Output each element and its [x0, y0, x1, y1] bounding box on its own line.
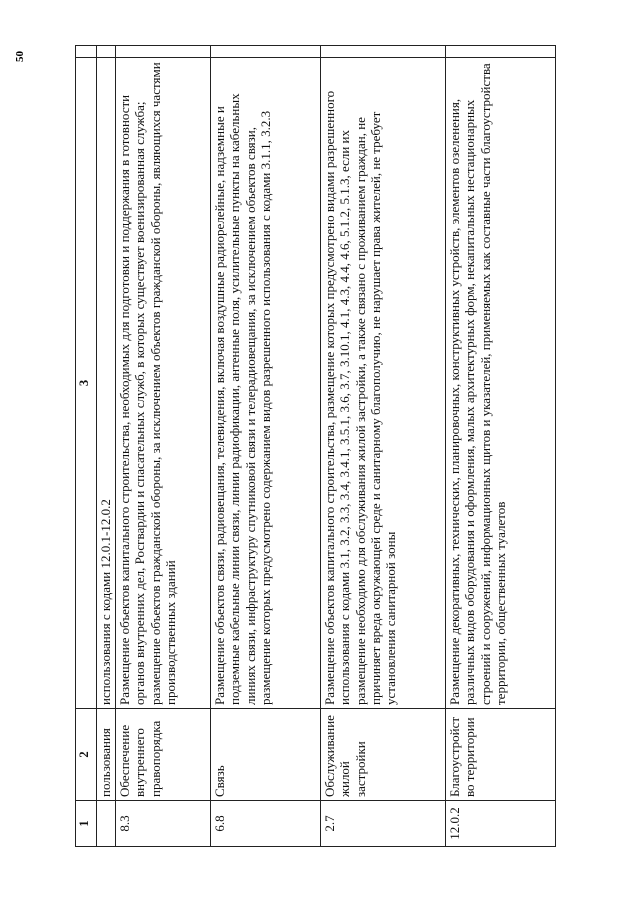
cell-description: Размещение объектов капитального строительства, размещение которых предусмотрено видами разрешенного использования с кодами 3.1, 3.2, 3.3, 3.4, 3.4.1, 3.5.1, 3.6, 3.7, 3.10.1, 4.1, 4.3, 4.4, 4.6, 5.1.2, 5.1.3, если их размещение необходимо для обслуживания жилой застройки, а также связано с проживанием граждан, не причиняет вреда окружающей среде и санитарному благополучию, не нарушает права жителей, не требует установления санитарной зоны	[321, 58, 446, 709]
cell-code: 8.3	[116, 801, 211, 847]
cell-code: 12.0.2	[446, 801, 556, 847]
header-col-3: 3	[76, 58, 97, 709]
table-row	[321, 46, 446, 847]
rotated-page-content	[75, 45, 564, 847]
header-col-1: 1	[76, 801, 97, 847]
cell-empty	[446, 46, 556, 58]
cell-empty	[211, 46, 321, 58]
page-number: 50	[14, 51, 26, 62]
cell-empty	[321, 46, 446, 58]
cell-description: Размещение декоративных, технических, планировочных, конструктивных устройств, элементов озеленения, различных видов оборудования и оформления, малых архитектурных форм, некапитальных нестационарных строений и сооружений, информационных щитов и указателей, применяемых как составные части благоустройства территории, общественных туалетов	[446, 58, 556, 709]
cell-empty	[97, 46, 116, 58]
cell-code: 6.8	[211, 801, 321, 847]
header-col-4	[76, 46, 97, 58]
table-header-row	[76, 46, 97, 847]
cell-code: 2.7	[321, 801, 446, 847]
cell-empty	[116, 46, 211, 58]
cell-code	[97, 801, 116, 847]
table-row	[446, 46, 556, 847]
cell-description: использования с кодами 12.0.1-12.0.2	[97, 58, 116, 709]
header-col-2: 2	[76, 709, 97, 801]
cell-name: Обслуживание жилой застройки	[321, 709, 446, 801]
cell-name: Обеспечение внутреннего правопорядка	[116, 709, 211, 801]
table-row	[116, 46, 211, 847]
cell-description: Размещение объектов связи, радиовещания, телевидения, включая воздушные радиорелейные, надземные и подземные кабельные линии связи, линии радиофикации, антенные поля, усилительные пункты на кабельных линиях связи, инфраструктуру спутниковой связи и телерадиовещания, за исключением объектов связи, размещение которых предусмотрено содержанием видов разрешенного использования с кодами 3.1.1, 3.2.3	[211, 58, 321, 709]
land-use-table	[75, 45, 556, 847]
cell-name: Благоустройство территории	[446, 709, 556, 801]
cell-name: Связь	[211, 709, 321, 801]
cell-description: Размещение объектов капитального строительства, необходимых для подготовки и поддержания в готовности органов внутренних дел, Росгвардии и спасательных служб, в которых существует военизированная служба; размещение объектов гражданской обороны, за исключением объектов гражданской обороны, являющихся частями производственных зданий	[116, 58, 211, 709]
table-row	[211, 46, 321, 847]
cell-name: пользования	[97, 709, 116, 801]
table-row-continuation	[97, 46, 116, 847]
